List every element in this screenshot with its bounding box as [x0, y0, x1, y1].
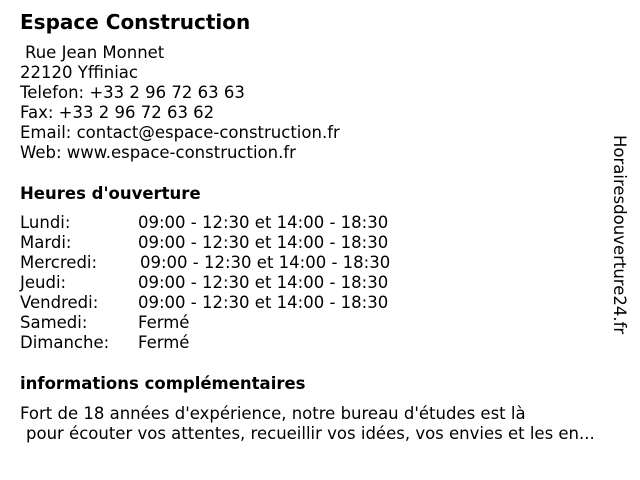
web-line: Web: www.espace-construction.fr [20, 143, 296, 162]
phone-line: Telefon: +33 2 96 72 63 63 [20, 83, 245, 102]
hours-value: Fermé [138, 313, 190, 332]
hours-value: 09:00 - 12:30 et 14:00 - 18:30 [138, 233, 389, 252]
day-label: Samedi: [20, 313, 88, 332]
fax-line: Fax: +33 2 96 72 63 62 [20, 103, 215, 122]
business-name: Espace Construction [20, 10, 251, 34]
city-line: 22120 Yffiniac [20, 63, 138, 82]
contact-block [20, 43, 340, 163]
hours-value: Fermé [138, 333, 190, 352]
hours-value: 09:00 - 12:30 et 14:00 - 18:30 [138, 293, 389, 312]
street-address: Rue Jean Monnet [25, 43, 165, 62]
hours-value: 09:00 - 12:30 et 14:00 - 18:30 [140, 253, 391, 272]
day-label: Dimanche: [20, 333, 110, 352]
description-text [20, 404, 595, 444]
day-label: Mercredi: [20, 253, 98, 272]
opening-hours-heading: Heures d'ouverture [20, 184, 201, 203]
site-watermark: Horairesdouverture24.fr [610, 135, 629, 335]
description-line: pour écouter vos attentes, recueillir vos idées, vos envies et les en... [26, 424, 595, 443]
day-label: Lundi: [20, 213, 71, 232]
description-line: Fort de 18 années d'expérience, notre bureau d'études est là [20, 404, 526, 423]
day-label: Jeudi: [20, 273, 67, 292]
hours-value: 09:00 - 12:30 et 14:00 - 18:30 [138, 273, 389, 292]
day-label: Vendredi: [20, 293, 99, 312]
day-label: Mardi: [20, 233, 72, 252]
email-line: Email: contact@espace-construction.fr [20, 123, 340, 142]
additional-info-heading: informations complémentaires [20, 374, 306, 393]
hours-value: 09:00 - 12:30 et 14:00 - 18:30 [138, 213, 389, 232]
